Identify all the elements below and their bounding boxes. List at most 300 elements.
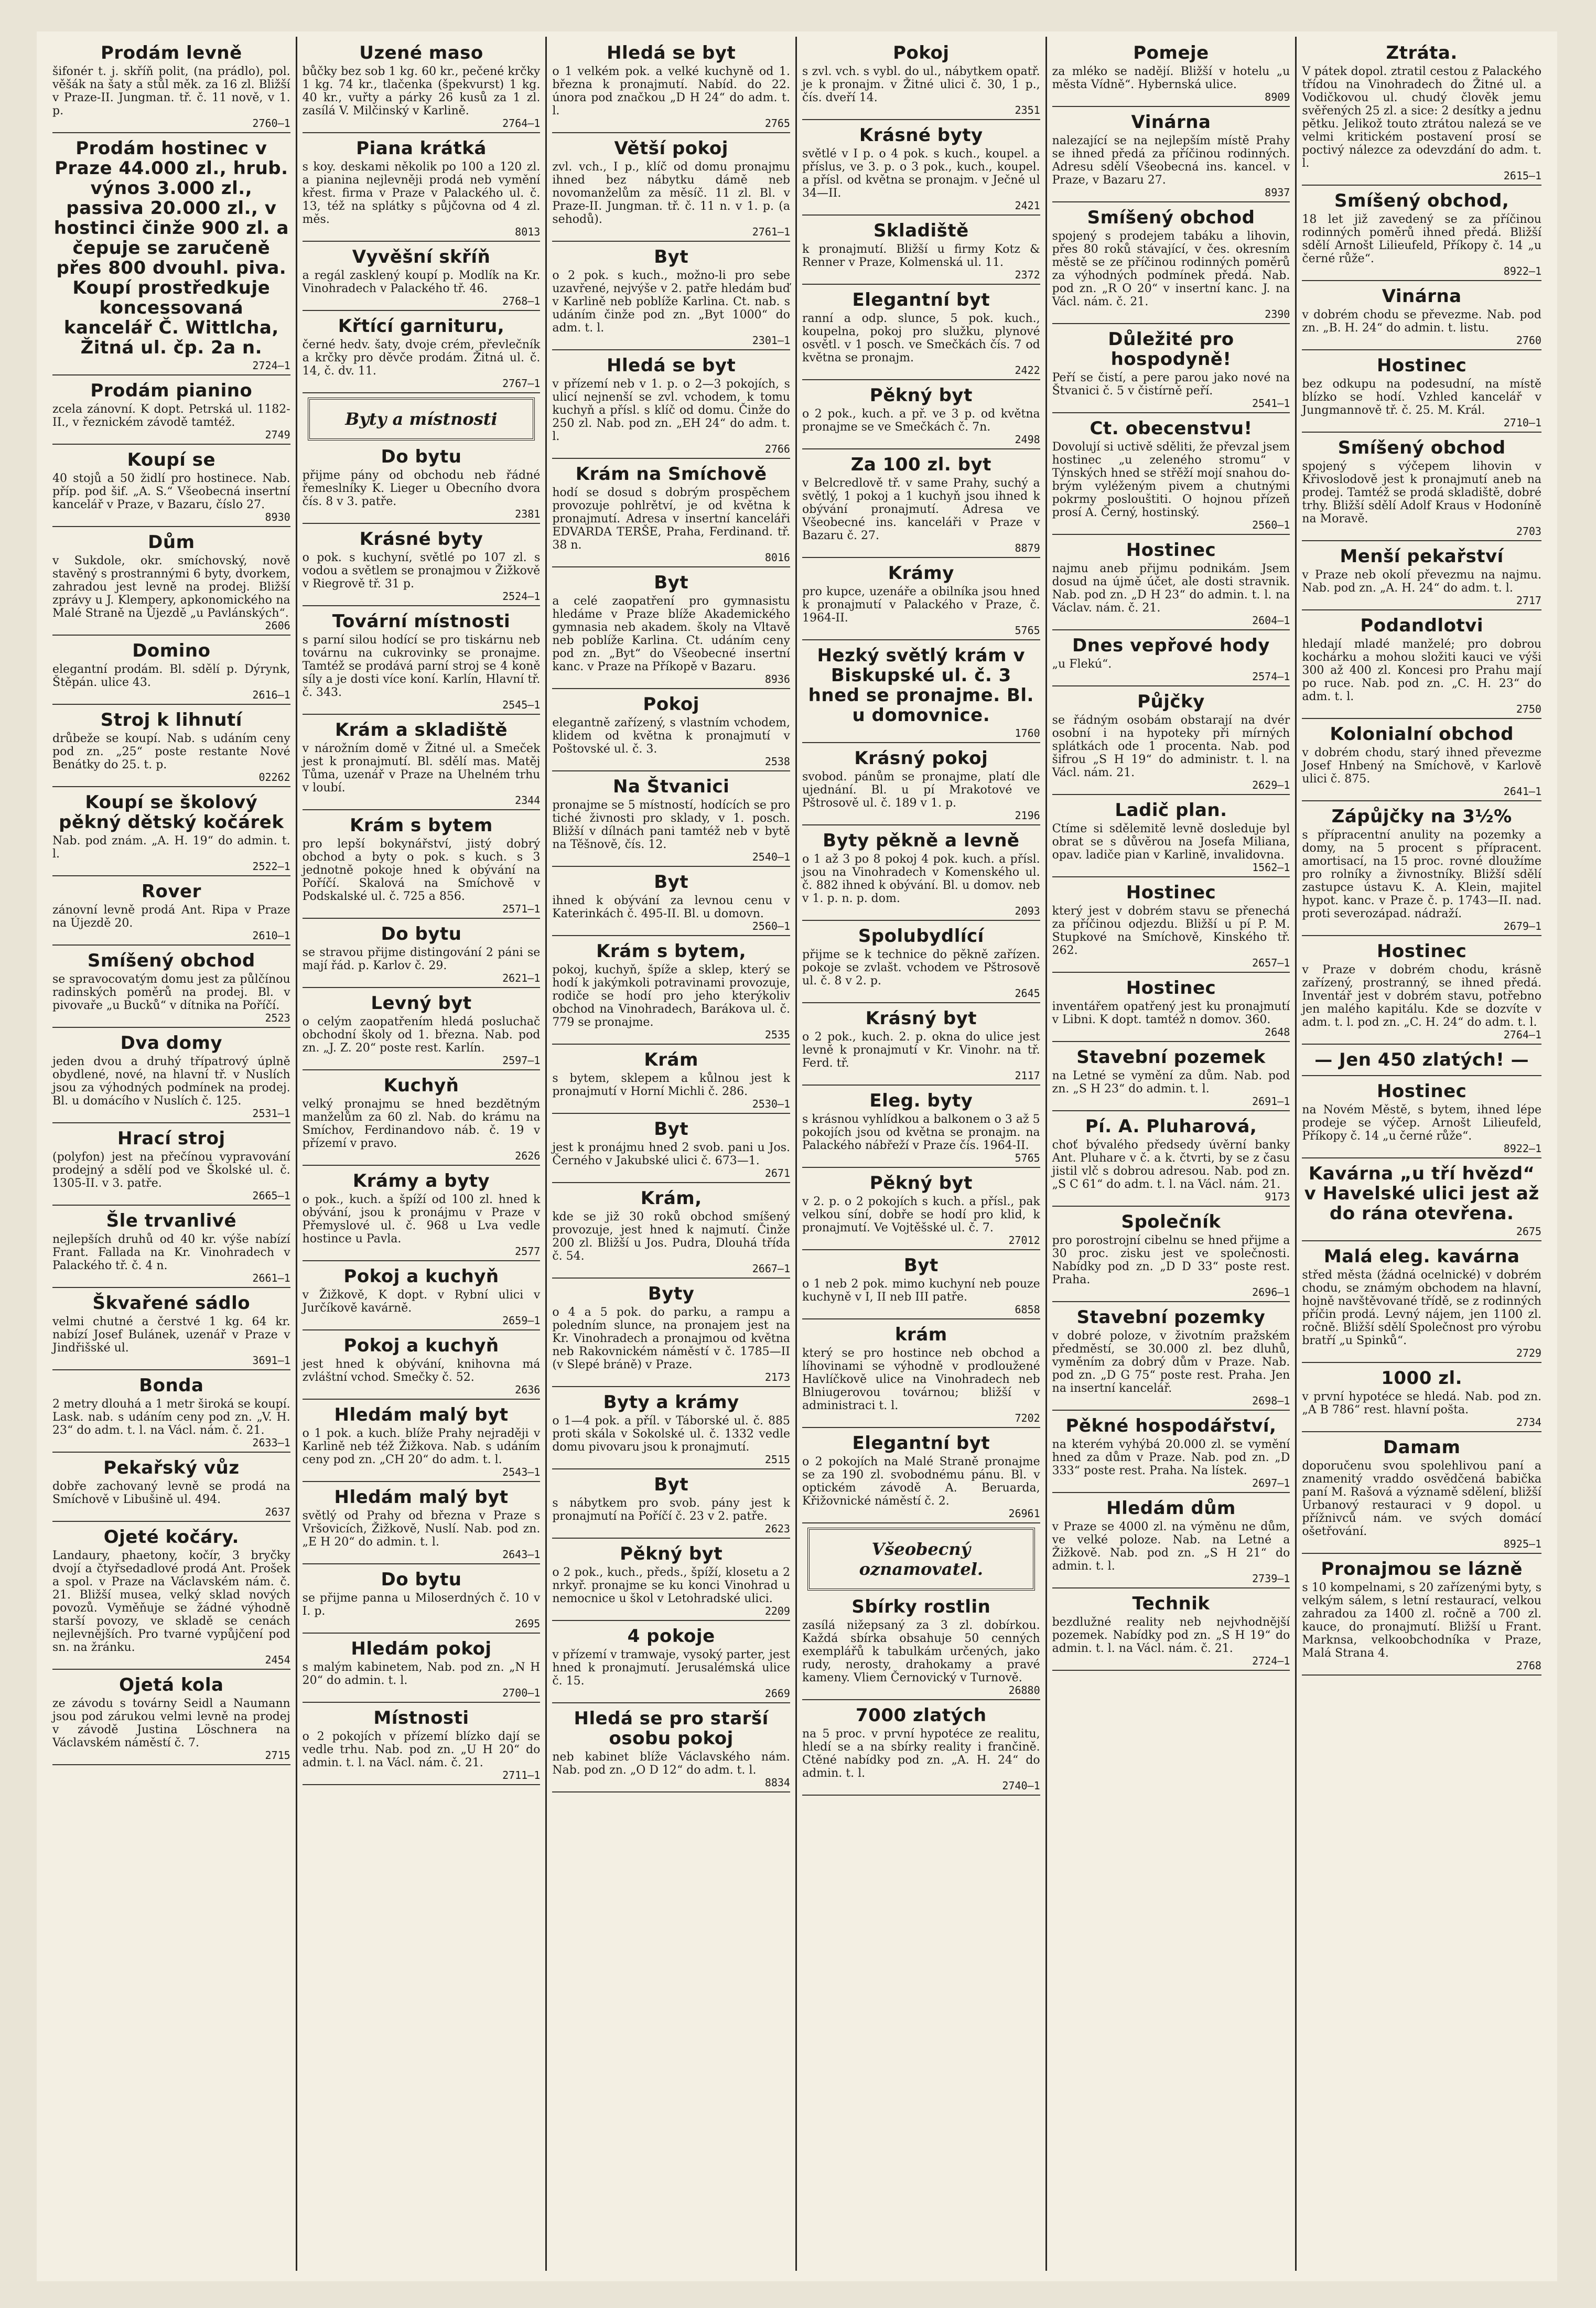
ad-heading: Elegantní byt: [852, 289, 990, 310]
ad-heading: Sbírky rostlin: [851, 1596, 991, 1617]
ad-body: o celým zaopatřením hledá posluchač obchodní školy od 1. března. Nab. pod zn. „J. Z. 20“ poste rest. Karlín.: [302, 1015, 541, 1055]
classified-ad: [802, 1253, 1040, 1319]
ad-reference-number: 2626: [515, 1150, 541, 1162]
ad-body: v Praze se 4000 zl. na výměnu ne dům, ve velké poloze. Nab. na Letné a Žižkově. Nab. pod zn. „S H 21“ do admin. t. l.: [1052, 1520, 1290, 1573]
classified-ad: [303, 245, 541, 311]
ad-reference-number: 2766: [764, 443, 790, 455]
classified-ad: [1302, 284, 1541, 350]
ad-reference-number: 2344: [515, 794, 541, 807]
classified-ad: [552, 136, 790, 242]
ad-body: v dobrém chodu se převezme. Nab. pod zn. „B. H. 24“ do admin. t. listu.: [1302, 308, 1541, 335]
ad-reference-number: 26961: [1008, 1507, 1040, 1520]
ad-reference-number: 2530—1: [752, 1098, 790, 1110]
ad-reference-number: 8937: [1265, 186, 1290, 199]
ad-reference-number: 2696—1: [1252, 1286, 1290, 1298]
classified-ad: [552, 1282, 790, 1387]
ad-body: pro kupce, uzenáře a obilníka jsou hned k pronajmutí v Palackého v Praze, č. 1964-II.: [802, 585, 1040, 625]
ad-heading: Prodám pianino: [90, 380, 253, 401]
ad-heading: Zápůjčky na 3½%: [1331, 806, 1512, 827]
ad-body: o 1 velkém pok. a velké kuchyně od 1. března k pronajmutí. Nabíd. do 22. února pod značkou „D H 24“ do adm. t. l.: [552, 65, 790, 117]
classified-ad: [52, 448, 290, 527]
classified-ad: [303, 1706, 541, 1785]
ad-reference-number: 2621—1: [502, 972, 541, 984]
ad-heading: Pekařský vůz: [103, 1457, 240, 1478]
ad-body: s koy. deskami několik po 100 a 120 zl. a pianina nejlevněji prodá neb vymění křest. firma v Praze v Palackého ul. č. 13, též na splátky s půjčovna od 4 zl. měs.: [302, 160, 541, 226]
ad-reference-number: 2767—1: [502, 377, 541, 390]
ad-heading: Krám na Smíchově: [575, 464, 767, 485]
ad-body: který se pro hostince neb obchod a líhovinami se výhodně v prodloužené Havlíčkově ulice na Vinohradech neb Blniugerovou továrnou; bližší v administraci t. l.: [802, 1347, 1040, 1412]
classified-ad: [802, 1171, 1040, 1250]
ad-heading: Prodám hostinec v Praze 44.000 zl., hrub. výnos 3.000 zl., passiva 20.000 zl., v hostinci činže 900 zl. a čepuje se zaručeně přes 800 dvouhl. piva. Koupí prostředkuje koncessovaná kancelář Č. Wittlcha, Žitná ul. čp. 2a n.: [53, 138, 289, 358]
ad-heading: Krám s bytem,: [596, 941, 747, 962]
classified-ad: [52, 1126, 290, 1206]
ad-reference-number: 2523: [265, 1012, 290, 1024]
classified-ad: [552, 939, 790, 1045]
ad-heading: Pěkný byt: [869, 1173, 973, 1194]
ad-body: v Sukdole, okr. smíchovský, nově stavěný s prostrannými 6 byty, dvorkem, zahradou jest levně na prodej. Bližší zprávy u J. Klempery, apkonomického na Malé Straně na Újezdě „u Pavlánských“.: [52, 554, 290, 620]
ad-reference-number: 2543—1: [502, 1466, 541, 1478]
ad-heading: Půjčky: [1137, 691, 1205, 712]
ad-reference-number: 3691—1: [252, 1354, 290, 1367]
ad-heading: Menší pekařství: [1340, 546, 1504, 567]
ad-reference-number: 2606: [265, 619, 290, 632]
ad-heading: Podandlotvi: [1360, 615, 1483, 636]
ad-reference-number: 2454: [265, 1654, 290, 1666]
ad-body: v Žižkově, K dopt. v Rybní ulici v Jurčíkově kavárně.: [302, 1289, 541, 1315]
classified-ad: [1052, 538, 1290, 630]
classified-ad: [1302, 939, 1541, 1045]
ad-heading: Technik: [1132, 1593, 1210, 1614]
ad-reference-number: 2739—1: [1252, 1572, 1290, 1585]
ad-body: za mléko se nadějí. Bližší v hotelu „u města Vídně“. Hybernská ulice.: [1052, 65, 1290, 91]
ad-heading: Kuchyň: [383, 1075, 459, 1096]
ad-reference-number: 2698—1: [1252, 1394, 1290, 1407]
classified-ad: [802, 746, 1040, 825]
classified-ad: [802, 643, 1040, 743]
classified-ad: [303, 527, 541, 606]
column-4: [797, 37, 1047, 2271]
classified-ad: [552, 870, 790, 936]
classified-ad: [1052, 41, 1290, 107]
classified-ad: [52, 379, 290, 445]
ad-body: jest k pronájmu hned 2 svob. pani u Jos. Černého v Jakubské ulici č. 673—1.: [552, 1141, 790, 1167]
ad-body: pro lepší bokynářství, jistý dobrý obchod a byty o pok. s kuch. s 3 jednotně pokoje hned k obývání na Poříčí. Skalová na Smíchově v Podskalské ul. č. 725 a 856.: [302, 838, 541, 903]
classified-ad: [1302, 436, 1541, 541]
classified-ad: [303, 991, 541, 1070]
ad-heading: — Jen 450 zlatých! —: [1314, 1049, 1529, 1070]
ad-body: se stravou přijme distingování 2 páni se mají řád. p. Karlov č. 29.: [302, 946, 541, 972]
classified-ad: [552, 1706, 790, 1792]
classified-ad: [1052, 1592, 1290, 1671]
ad-heading: 7000 zlatých: [856, 1705, 987, 1726]
ad-body: zvl. vch., I p., klíč od domu pronajmu ihned bez nábytku dámě neb novomanželům za měsíč. 11 zl. Bl. v Praze-II. Jungman. tř. č. 11 n. v 1. p. (a sehodů).: [552, 160, 790, 226]
ad-reference-number: 5765: [1015, 624, 1040, 637]
ad-body: elegantní prodám. Bl. sdělí p. Dýrynk, Štěpán. ulice 43.: [52, 663, 290, 689]
ad-body: na 5 proc. v první hypotéce ze realitu, hledí se a na sbírky reality i frančině. Ctěné nabídky pod zn. „A. H. 24“ do admin. t. l.: [802, 1727, 1040, 1780]
ad-body: s zvl. vch. s vybl. do ul., nábytkem opatř. je k pronajm. v Žitné ulici č. 30, 1 p., čís. dveří 14.: [802, 65, 1040, 104]
ad-heading: Krásný pokoj: [854, 748, 988, 769]
ad-heading: Hledám dům: [1106, 1498, 1236, 1519]
ad-heading: Stavební pozemek: [1076, 1047, 1266, 1068]
ad-reference-number: 2724—1: [252, 359, 290, 372]
ad-body: o pok., kuch. a špíží od 100 zl. hned k obývání, jsou k pronájmu v Praze v Přemyslové ul. č. 968 u Lva vedle hostince u Pavla.: [302, 1193, 541, 1246]
ad-reference-number: 2717: [1516, 594, 1541, 607]
ad-reference-number: 2351: [1015, 104, 1040, 116]
ad-body: o 2 pok. s kuch., možno-li pro sebe uzavřené, nejvýše v 2. patře hledám buď v Karlině neb poblíže Karlina. Ct. nab. s udáním činže pod zn. „Byt 1000“ do adm. t. l.: [552, 269, 790, 335]
classified-ad: [1052, 1414, 1290, 1493]
ad-reference-number: 8922—1: [1503, 265, 1541, 277]
ad-reference-number: 2372: [1015, 269, 1040, 281]
ad-body: s nábytkem pro svob. pány jest k pronajmutí na Poříčí č. 23 v 2. patře.: [552, 1497, 790, 1523]
ad-reference-number: 2641—1: [1503, 785, 1541, 798]
ad-reference-number: 2498: [1015, 433, 1040, 446]
ad-body: jeden dvou a druhý třípatrový úplně obydlené, nové, na hlavní tř. v Nuslích jsou za výhodných podmínek na prodej. Bl. u domácího v Nuslích č. 125.: [52, 1055, 290, 1108]
ad-reference-number: 7202: [1015, 1412, 1040, 1424]
ad-heading: Smíšený obchod: [1087, 207, 1255, 228]
ad-reference-number: 2560—1: [1252, 519, 1290, 531]
ad-body: na Novém Městě, s bytem, ihned lépe prodeje se výčep. Arnošt Lilieufeld, Příkopy č. 14 „u černé růže“.: [1302, 1103, 1541, 1143]
ad-body: 2 metry dlouhá a 1 metr široká se koupí. Lask. nab. s udáním ceny pod zn. „V. H. 23“ do adm. t. l. na Václ. nám. č. 21.: [52, 1398, 290, 1437]
ad-body: v dobré poloze, v životním pražském předměstí, se 30.000 zl. bez dluhů, vyměním za dobrý dům v Praze. Nab. pod zn. „D G 75“ poste rest. Praha. Jen na insertní kancelář.: [1052, 1329, 1290, 1395]
classified-ad: [802, 561, 1040, 640]
ad-body: nejlepších druhů od 40 kr. výše nabízí Frant. Fallada na Kr. Vinohradech v Palackého tř. č. 4 n.: [52, 1233, 290, 1272]
ad-heading: Za 100 zl. byt: [850, 454, 991, 475]
classified-ad: [802, 1595, 1040, 1700]
classified-ad: [303, 1637, 541, 1703]
ad-reference-number: 2710—1: [1503, 416, 1541, 429]
classified-ad: [802, 1703, 1040, 1796]
classified-ad: [303, 136, 541, 242]
ad-body: 18 let již zavedený se za příčinou rodinných poměrů ihned předá. Bližší sdělí Arnošt Lilieufeld, Příkopy č. 14 „u černé růže“.: [1302, 213, 1541, 265]
column-6: [1297, 37, 1547, 2271]
ad-body: zcela zánovní. K dopt. Petrská ul. 1182-II., v řeznickém závodě tamtéž.: [52, 403, 290, 429]
classified-ad: [303, 314, 541, 393]
ad-reference-number: 27012: [1008, 1234, 1040, 1247]
ad-reference-number: 2538: [764, 755, 790, 768]
classified-ad: [1302, 41, 1541, 186]
ad-reference-number: 8879: [1015, 542, 1040, 554]
ad-heading: Byt: [903, 1255, 939, 1276]
classified-ad: [1302, 544, 1541, 610]
ad-reference-number: 2196: [1015, 809, 1040, 822]
ad-body: velmi chutné a čerstvé 1 kg. 64 kr. nabízí Josef Bulánek, uzenář v Praze v Jindřišské ul.: [52, 1315, 290, 1355]
ad-reference-number: 2522—1: [252, 860, 290, 873]
ad-body: choť bývalého předsedy úvěrní banky Ant. Pluhare v č. a k. čtvrti, by se z času jistil vlč s dobrou adresou. Nab. pod zn. „S C 61“ do adm. t. l. na Václ. nám. 21.: [1052, 1139, 1290, 1191]
ad-reference-number: 2524—1: [502, 590, 541, 603]
classified-ad: [303, 1485, 541, 1564]
ad-reference-number: 2616—1: [252, 689, 290, 701]
ad-reference-number: 2531—1: [252, 1107, 290, 1120]
classified-ad: [303, 922, 541, 988]
ad-body: o 1 až 3 po 8 pokoj 4 pok. kuch. a přísl. jsou na Vinohradech v Komenského ul. č. 882 ihned k obývání. Bl. u domov. neb v 1. p. n. p. dom.: [802, 853, 1040, 905]
classified-ad: [552, 1186, 790, 1279]
ad-reference-number: 2637: [265, 1506, 290, 1518]
column-5: [1047, 37, 1297, 2271]
ad-reference-number: 8016: [764, 551, 790, 564]
ad-heading: Domino: [132, 640, 211, 661]
ad-reference-number: 6858: [1015, 1303, 1040, 1316]
ad-body: s přípracentní anulity na pozemky a domy, na 5 procent s přípracent. amortisací, na 15 proc. rovné dloužíme pro rolníky a živnostníky. Bližší sdělí zastupce ústavu K. A. Klein, majitel hypot. kanc. v Praze č. p. 1743—II. nad. proti severozápad. nádraží.: [1302, 829, 1541, 920]
ad-heading: 1000 zl.: [1381, 1368, 1463, 1389]
ad-body: zasílá nižepsaný za 3 zl. dobírkou. Každá sbírka obsahuje 50 cenných exemplářů k tabulkám určených, jako rudy, nerosty, drahokamy a pravé kameny. Vliem Černovický v Turnově.: [802, 1619, 1040, 1684]
ad-body: hledají mladé manželé; pro dobrou kochárku a mohou složiti kauci ve výši 300 až 400 zl. Koncesi pro Prahu mají po ruce. Nab. pod zn. „C. H. 23“ do adm. t. l.: [1302, 638, 1541, 703]
classified-ad: [1302, 1079, 1541, 1158]
classified-ad: [52, 1373, 290, 1453]
ad-reference-number: 2768—1: [502, 295, 541, 307]
column-2: [297, 37, 547, 2271]
ad-heading: Stavební pozemky: [1076, 1307, 1266, 1328]
ad-heading: Hledám pokoj: [351, 1638, 492, 1659]
ad-reference-number: 9173: [1265, 1190, 1290, 1203]
ad-reference-number: 2669: [764, 1687, 790, 1700]
ad-heading: Ct. obecenstvu!: [1090, 418, 1253, 439]
ad-body: jest hned k obývání, knihovna má zvláštní vchod. Smečky č. 52.: [302, 1358, 541, 1384]
ad-body: dobře zachovaný levně se prodá na Smíchově v Libušině ul. 494.: [52, 1480, 290, 1506]
classified-ad: [802, 453, 1040, 558]
ad-heading: Damam: [1383, 1437, 1461, 1458]
ad-body: o 2 pok., kuch. 2. p. okna do ulice jest levně k pronajmutí v Kr. Vinohr. na tř. Ferd. tř.: [802, 1030, 1040, 1070]
classified-ad: [802, 219, 1040, 285]
ad-reference-number: 2541—1: [1252, 397, 1290, 410]
ad-reference-number: 2695: [515, 1617, 541, 1630]
classified-ad: [303, 609, 541, 715]
ad-reference-number: 2691—1: [1252, 1095, 1290, 1108]
classified-ad: [1052, 798, 1290, 877]
ad-reference-number: 8013: [515, 226, 541, 238]
ad-reference-number: 2301—1: [752, 334, 790, 347]
ad-body: přijme se k technice do pěkně zařízen. pokoje se zvlašt. vchodem ve Pštrosově ul. č. 8 v 2. p.: [802, 948, 1040, 987]
classified-ad: [303, 1403, 541, 1482]
classified-ad: [1052, 110, 1290, 202]
newspaper-page: [37, 31, 1557, 2281]
section-banner: Byty a místnosti: [308, 398, 535, 441]
ad-heading: Bonda: [139, 1375, 204, 1396]
classified-ad: [1302, 1435, 1541, 1554]
ad-heading: Byty pěkně a levně: [823, 830, 1020, 851]
classified-ad: [552, 462, 790, 567]
ad-heading: Ladič plan.: [1115, 800, 1227, 821]
ad-heading: Pí. A. Pluharová,: [1085, 1116, 1257, 1137]
ad-heading: Eleg. byty: [869, 1090, 973, 1111]
classified-ad: [802, 1431, 1040, 1523]
ad-body: střed města (žádná ocelnické) v dobrém chodu, se známým obchodem na hlavní, hojně navštěvované třídě, se z rodinných příčin prodá. Levný nájem, jen 1100 zl. ročně. Bližší sdělí Společnost pro výrobu bratří „u Spinků“.: [1302, 1269, 1541, 1347]
classified-ad: [1052, 1045, 1290, 1111]
classified-ad: [1052, 976, 1290, 1042]
ad-reference-number: 2571—1: [502, 903, 541, 915]
ad-reference-number: 2597—1: [502, 1054, 541, 1067]
classified-ad: [802, 288, 1040, 380]
ad-reference-number: 2715: [265, 1749, 290, 1762]
classified-ad: [552, 1390, 790, 1469]
ad-body: (polyfon) jest na přečínou vypravování prodejný a sdělí pod ve Školské ul. č. 1305-II. v 3. patře.: [52, 1151, 290, 1190]
ad-reference-number: 2574—1: [1252, 670, 1290, 683]
ad-body: se přijme panna u Miloserdných č. 10 v I. p.: [302, 1592, 541, 1618]
ad-reference-number: 2697—1: [1252, 1477, 1290, 1489]
ad-reference-number: 8834: [764, 1776, 790, 1789]
ad-body: kde se již 30 roků obchod smíšený provozuje, jest hned k najmutí. Činže 200 zl. Bližší u Jos. Pudra, Dlouhá třída č. 54.: [552, 1210, 790, 1263]
ad-body: světlý od Prahy od března v Praze s Vršovicích, Žižkově, Nuslí. Nab. pod zn. „E H 20“ do admin. t. l.: [302, 1509, 541, 1549]
ad-reference-number: 2629—1: [1252, 779, 1290, 791]
classified-ad: [52, 708, 290, 787]
ad-reference-number: 2173: [764, 1371, 790, 1383]
column-1: [47, 37, 297, 2271]
ad-heading: Ztráta.: [1386, 42, 1458, 63]
classified-ad: [1052, 206, 1290, 324]
classified-ad: [52, 1209, 290, 1288]
classified-ad: [1302, 1162, 1541, 1241]
classified-ad: [1302, 1244, 1541, 1363]
ad-body: bez odkupu na podesudní, na místě blízko se hodí. Vzhled kancelář v Jungmannově tř. č. 25. M. Král.: [1302, 378, 1541, 417]
ad-heading: Ojeté kočáry.: [103, 1527, 239, 1548]
ad-body: přijme pány od obchodu neb řádné řemeslníky K. Lieger u Obecního dvora čís. 8 v 3. patře.: [302, 469, 541, 508]
classified-ad: [552, 245, 790, 350]
classified-ad: [552, 1117, 790, 1183]
ad-heading: Do bytu: [381, 446, 462, 467]
ad-reference-number: 02262: [258, 771, 290, 783]
ad-body: o 2 pok., kuch. a př. ve 3 p. od května pronajme se ve Smečkách č. 7n.: [802, 407, 1040, 434]
ad-heading: Škvařené sádlo: [92, 1293, 251, 1314]
ad-body: v 2. p. o 2 pokojích s kuch. a přísl., pak velkou síní, dobře se hodí pro klid, k pronajmutí. Ve Vojtěšské ul. č. 7.: [802, 1195, 1040, 1234]
classified-ad: [802, 383, 1040, 449]
ad-reference-number: 2381: [515, 508, 541, 520]
ad-body: v Praze neb okolí převezmu na najmu. Nab. pod zn. „A. H. 24“ do adm. t. l.: [1302, 568, 1541, 595]
classified-ad: [52, 530, 290, 636]
classified-ad: [802, 1089, 1040, 1168]
ad-heading: Pokoj a kuchyň: [343, 1266, 499, 1287]
ad-reference-number: 2659—1: [502, 1314, 541, 1327]
classified-ad: [1052, 1496, 1290, 1588]
ad-heading: Skladiště: [873, 220, 969, 241]
ad-reference-number: 2615—1: [1503, 169, 1541, 182]
ad-heading: Pronajmou se lázně: [1321, 1559, 1523, 1580]
classified-ad: [1052, 416, 1290, 535]
ad-heading: Kolonialní obchod: [1330, 724, 1514, 745]
ad-heading: Šle trvanlivé: [106, 1210, 237, 1231]
ad-heading: Pokoj: [893, 42, 950, 63]
classified-ad: [1302, 1366, 1541, 1432]
ad-reference-number: 2515: [764, 1453, 790, 1466]
ad-heading: Místnosti: [373, 1708, 469, 1729]
classified-ad: [52, 1525, 290, 1670]
ad-reference-number: 2535: [764, 1028, 790, 1041]
ad-reference-number: 2761—1: [752, 226, 790, 238]
classified-ad: [52, 1673, 290, 1765]
ad-heading: Dva domy: [120, 1033, 223, 1054]
ad-heading: Hostinec: [1126, 882, 1216, 903]
ad-heading: Dnes vepřové hody: [1072, 635, 1270, 656]
ad-reference-number: 2665—1: [252, 1189, 290, 1202]
ad-reference-number: 2560—1: [752, 920, 790, 932]
ad-reference-number: 5765: [1015, 1152, 1040, 1164]
ad-body: o 1 pok. a kuch. blíže Prahy nejraději v Karlině neb též Žižkova. Nab. s udáním ceny pod zn. „CH 20“ do adm. t. l.: [302, 1427, 541, 1466]
ad-heading: Ojetá kola: [119, 1674, 224, 1695]
ad-reference-number: 2667—1: [752, 1262, 790, 1275]
classified-ad: [303, 1264, 541, 1330]
ad-reference-number: 8909: [1265, 91, 1290, 103]
ad-reference-number: 2422: [1015, 364, 1040, 377]
ad-reference-number: 2679—1: [1503, 920, 1541, 932]
ad-heading: Krám a skladiště: [335, 720, 508, 740]
classified-ad: [552, 1624, 790, 1703]
ad-heading: Byt: [654, 572, 689, 593]
classified-ad: [1052, 690, 1290, 795]
ad-heading: Do bytu: [381, 1569, 462, 1590]
ad-heading: Hledám malý byt: [334, 1404, 509, 1425]
classified-ad: [52, 1456, 290, 1522]
classified-ad: [552, 692, 790, 771]
ad-heading: Pomeje: [1133, 42, 1209, 63]
ad-heading: Hledám malý byt: [334, 1487, 509, 1508]
ad-body: k pronajmutí. Bližší u firmy Kotz & Renner v Praze, Kolmenská ul. 11.: [802, 243, 1040, 269]
ad-body: o 1 neb 2 pok. mimo kuchyní neb pouze kuchyně v I, II neb III patře.: [802, 1278, 1040, 1304]
ad-heading: Krámy: [888, 563, 954, 584]
classified-ad: [552, 775, 790, 867]
ad-body: v první hypotéce se hledá. Nab. pod zn. „A B 786“ rest. hlavní pošta.: [1302, 1390, 1541, 1416]
ad-heading: Smíšený obchod: [87, 950, 255, 971]
ad-heading: Stroj k lihnutí: [100, 710, 242, 731]
ad-heading: Levný byt: [371, 993, 472, 1014]
ad-heading: 4 pokoje: [627, 1626, 715, 1647]
ad-body: v Belcredlově tř. v same Prahy, suchý a světlý, 1 pokoj a 1 kuchyň jsou ihned k obývání pronajmutí. Adresa ve Všeobecné ins. kanceláři v Praze v Bazaru č. 27.: [802, 477, 1040, 542]
ad-reference-number: 2729: [1516, 1347, 1541, 1359]
ad-reference-number: 2604—1: [1252, 614, 1290, 627]
ad-heading: Větší pokoj: [614, 138, 728, 159]
classified-ad: [1052, 1305, 1290, 1411]
ad-reference-number: 2577: [515, 1245, 541, 1258]
ad-reference-number: 2117: [1015, 1069, 1040, 1082]
ad-reference-number: 8925—1: [1503, 1538, 1541, 1550]
classified-ad: [52, 949, 290, 1028]
classified-ad: [52, 1291, 290, 1370]
classified-ad: [802, 1006, 1040, 1086]
ad-body: bezdlužné reality neb nejvhodnější pozemek. Nabídky pod zn. „S H 19“ do admin. t. l. na Václ. nám. č. 21.: [1052, 1616, 1290, 1655]
ad-body: velký pronajmu se hned bezdětným manželům za 60 zl. Nab. do krámu na Smíchov, Ferdinandovo náb. č. 19 v přízemí v pravo.: [302, 1098, 541, 1150]
classified-ad: [303, 1074, 541, 1166]
ad-heading: Do bytu: [381, 924, 462, 944]
ad-body: o 4 a 5 pok. do parku, a rampu a poledním slunce, na pronajem jest na Kr. Vinohradech a pronajmou od května neb Rakovnickém náměstí v č. 1785—II (v Slepé bráně) v Praze.: [552, 1306, 790, 1371]
classified-ad: [52, 879, 290, 946]
classified-ad: [552, 1048, 790, 1114]
ad-heading: Prodám levně: [100, 42, 242, 63]
classified-ad: [1302, 189, 1541, 281]
ad-reference-number: 2765: [764, 117, 790, 130]
ad-body: v dobrém chodu, starý ihned převezme Josef Hnbený na Smíchově, v Karlově ulici č. 875.: [1302, 746, 1541, 786]
ad-heading: Hrací stroj: [117, 1128, 225, 1149]
ad-heading: Krám s bytem: [350, 815, 493, 836]
ad-body: s bytem, sklepem a kůlnou jest k pronajmutí v Horní Michli č. 286.: [552, 1072, 790, 1098]
classified-ad: [802, 924, 1040, 1003]
ad-heading: Krásné byty: [359, 529, 483, 550]
ad-heading: Byty: [648, 1283, 695, 1304]
ad-body: hodí se dosud s dobrým prospěchem provozuje pohlrětví, je od května k pronajmutí. Adresa v insertní kanceláři EDVARDA TERŠE, Praha, Ferdinand. tř. 38 n.: [552, 486, 790, 552]
ad-heading: Hostinec: [1376, 941, 1467, 962]
ad-heading: Krám: [644, 1049, 698, 1070]
ad-body: Ctíme si sdělemitě levně dosleduje byl obrat se s důvěrou na Josefa Miliana, opav. ladiče pian v Karlině, invalidovna.: [1052, 822, 1290, 862]
ad-body: s 10 kompelnami, s 20 zařízenými byty, s velkým sálem, s letní restaurací, velkou zahradou za 1400 zl. ročně a 700 zl. kauce, do pronajmutí. Bližší u Frant. Marknsa, velkoobchodníka v Praze, Malá Strana 4.: [1302, 1581, 1541, 1660]
ad-body: V pátek dopol. ztratil cestou z Palackého třídou na Vinohradech do Žitné ul. a Vodičkovou ul. chudý člověk jemu svěřených 25 zl. a sice: 2 desítky a jednu pětku. Jelikož touto ztrátou nalezá se ve velmi kritickém postavení prosí se poctivý nálezce za odevzdání do adm. t. l.: [1302, 65, 1541, 170]
classified-ad: [52, 639, 290, 705]
ad-heading: Elegantní byt: [852, 1433, 990, 1454]
classified-ad: [303, 1169, 541, 1261]
ad-body: 40 stojů a 50 židlí pro hostinece. Nab. příp. pod šif. „A. S.“ Všeobecná insertní kancelář v Praze, v Bazaru, číslo 27.: [52, 472, 290, 511]
ad-body: „u Flekú“.: [1052, 658, 1112, 671]
ad-reference-number: 2540—1: [752, 851, 790, 863]
ad-body: na Letné se vymění za dům. Nab. pod zn. „S H 23“ do admin. t. l.: [1052, 1069, 1290, 1096]
ad-body: s krásnou vyhlídkou a balkonem o 3 až 5 pokojích jsou od května se pronajm. na Palackého nábřeží v Praze čís. 1964-II.: [802, 1113, 1040, 1152]
ad-body: s parní silou hodící se pro tiskárnu neb továrnu na cukrovinky se pronajme. Tamtéž se prodává parní stroj se 4 koně síly a je dosti více koní. Karlín, Hlavní tř. č. 343.: [302, 634, 541, 699]
ad-reference-number: 2545—1: [502, 699, 541, 711]
ad-heading: Hostinec: [1376, 355, 1467, 376]
